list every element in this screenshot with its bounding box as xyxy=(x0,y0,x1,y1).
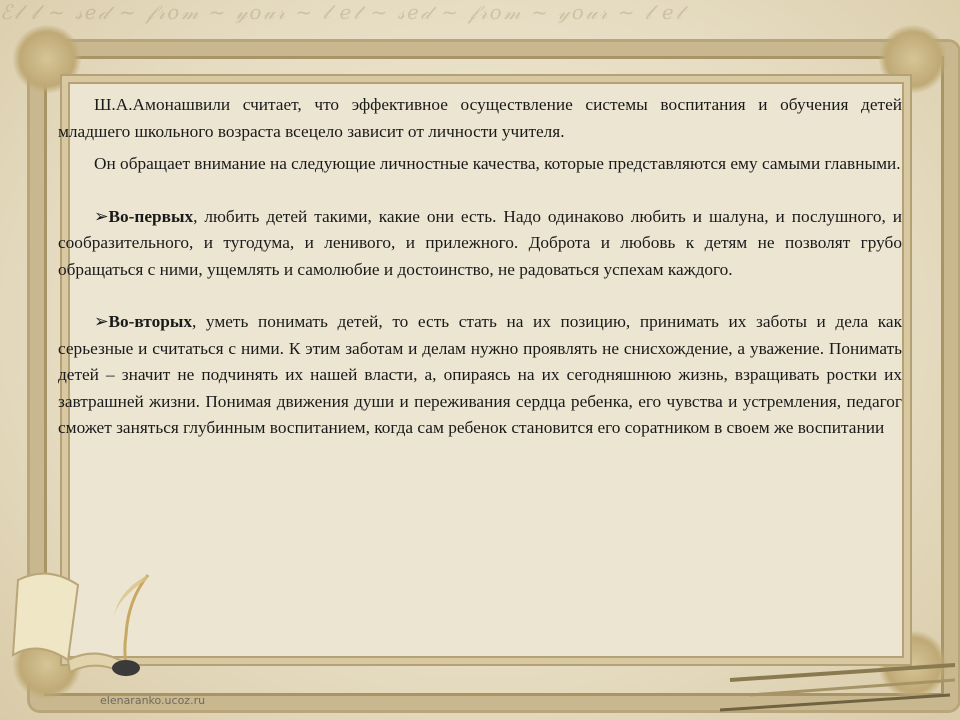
arrow-bullet-icon: ➢ xyxy=(94,312,109,331)
bullet-second xyxy=(58,309,902,442)
slide-text-body xyxy=(58,92,902,442)
bullet-second-lead: Во-вторых xyxy=(108,312,192,331)
bullet-first-lead: Во-первых xyxy=(108,206,194,226)
bullet-first xyxy=(58,204,902,284)
scroll-and-quill-icon xyxy=(8,560,158,680)
qualities-paragraph: Он обращает внимание на следующие личностные качества, которые представляются ему самыми главными. xyxy=(94,154,901,173)
bullet-first-text: , любить детей такими, какие они есть. Надо одинаково любить и шалуна, и послушного, и сообразительного, и тугодума, и ленивого, и прилежного. Доброта и любовь к детям не позволят грубо обращаться с ними, ущемлять и самолюбие и достоинство, не радоваться успехам каждого. xyxy=(58,206,902,279)
background-script-decoration: ℰ𝓁 𝓁 ~ 𝓈𝑒𝒹 ~ 𝒻𝓇𝑜𝓂 ~ 𝓎𝑜𝓊𝓇 ~ 𝓁 𝑒𝓉 ~ 𝓈𝑒𝒹 ~ 𝒻𝓇𝑜𝓂 ~ 𝓎𝑜𝓊𝓇 ~ 𝓁 𝑒𝓉 xyxy=(0,0,685,24)
intro-paragraph: Ш.А.Амонашвили считает, что эффективное осуществление системы воспитания и обучения детей младшего школьного возраста всецело зависит от личности учителя. xyxy=(58,95,902,141)
bullet-second-text: , уметь понимать детей, то есть стать на их позицию, принимать их заботы и дела как серьезные и считаться с ними. К этим заботам и делам нужно проявлять не снисхождение, а уважение. Понимать детей – значит не подчинять их нашей власти, а, опираясь на их сегодняшнюю жизнь, взращивать ростки их завтрашней жизни. Понимая движения души и переживания сердца ребенка, его чувства и устремления, педагог сможет заняться глубинным воспитанием, когда сам ребенок становится его соратником в своем же воспитании xyxy=(58,312,902,437)
arrow-bullet-icon: ➢ xyxy=(94,206,109,226)
site-watermark: elenaranko.ucoz.ru xyxy=(100,694,206,707)
pens-decoration-icon xyxy=(720,660,960,720)
